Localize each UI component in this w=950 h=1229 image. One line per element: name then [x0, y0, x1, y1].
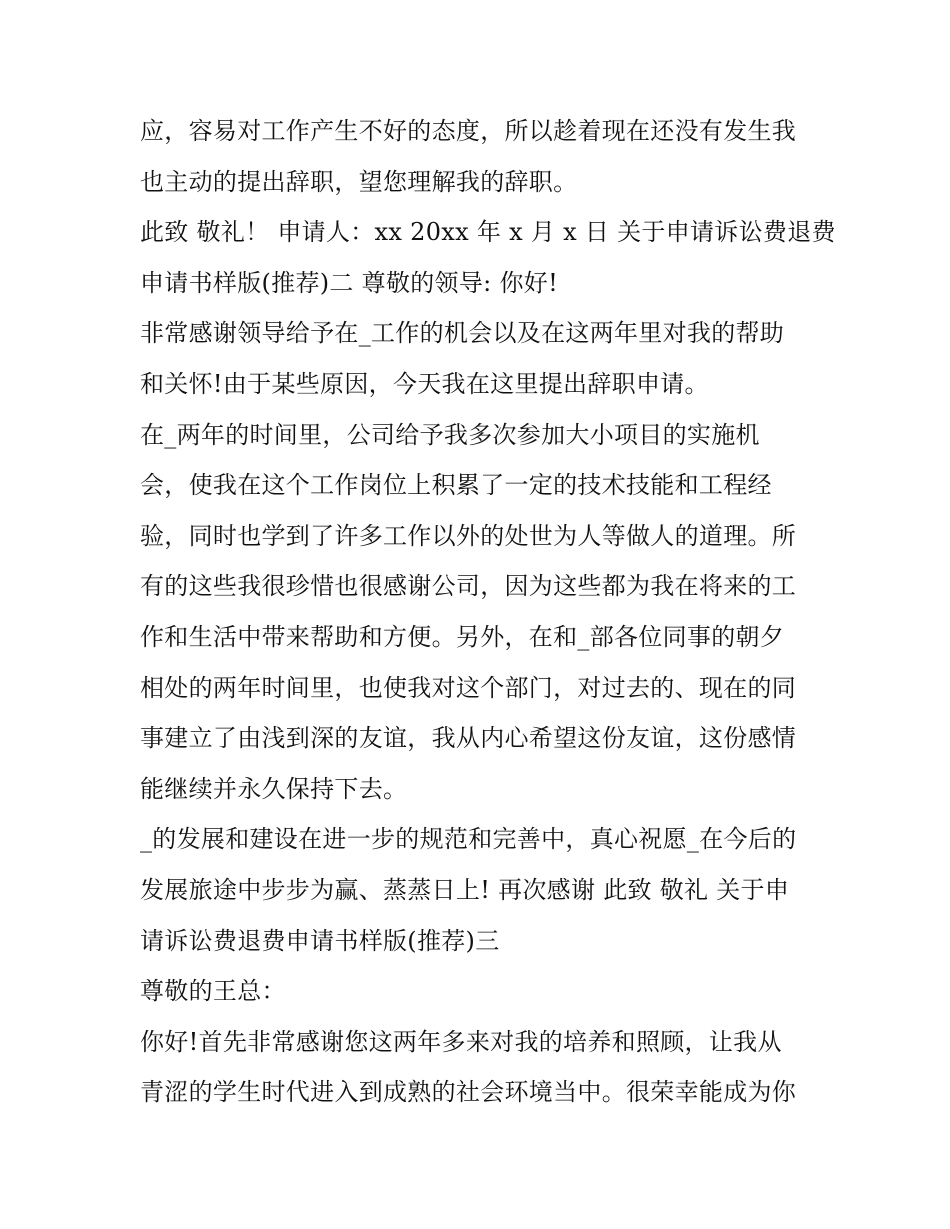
text-line: 应，容易对工作产生不好的态度，所以趁着现在还没有发生我	[140, 117, 797, 145]
document-body	[140, 106, 836, 1118]
text-line: 会，使我在这个工作岗位上积累了一定的技术技能和工程经	[140, 471, 772, 500]
text-line: 相处的两年时间里，也使我对这个部门，对过去的、现在的同	[140, 673, 797, 702]
text-line: 非常感谢领导给予在_工作的机会以及在这两年里对我的帮助	[140, 319, 785, 348]
text-line: 验，同时也学到了许多工作以外的处世为人等做人的道理。所	[140, 521, 797, 550]
text-line: 尊敬的王总：	[140, 977, 286, 1006]
text-line: 作和生活中带来帮助和方便。另外，在和_部各位同事的朝夕	[140, 622, 785, 651]
text-line: 青涩的学生时代进入到成熟的社会环境当中。很荣幸能成为你	[140, 1078, 797, 1107]
text-line: _的发展和建设在进一步的规范和完善中，真心祝愿_在今后的	[140, 825, 797, 854]
text-line: 有的这些我很珍惜也很感谢公司，因为这些都为我在将来的工	[140, 572, 797, 601]
text-line: 和关怀!由于某些原因，今天我在这里提出辞职申请。	[140, 369, 709, 398]
text-line: 你好!首先非常感谢您这两年多来对我的培养和照顾，让我从	[140, 1027, 782, 1056]
text-line: 在_两年的时间里，公司给予我多次参加大小项目的实施机	[140, 420, 760, 449]
text-line: 能继续并永久保持下去。	[140, 774, 408, 803]
text-line: 发展旅途中步步为赢、蒸蒸日上! 再次感谢 此致 敬礼 关于申	[140, 875, 790, 904]
text-line: 申请书样版(推荐)二 尊敬的领导: 你好!	[140, 268, 559, 297]
text-line: 也主动的提出辞职，望您理解我的辞职。	[140, 167, 578, 196]
text-line: 此致 敬礼！ 申请人：xx 20xx 年 x 月 x 日 关于申请诉讼费退费	[140, 218, 836, 247]
text-line: 事建立了由浅到深的友谊，我从内心希望这份友谊，这份感情	[140, 724, 797, 753]
text-line: 请诉讼费退费申请书样版(推荐)三	[140, 926, 500, 955]
